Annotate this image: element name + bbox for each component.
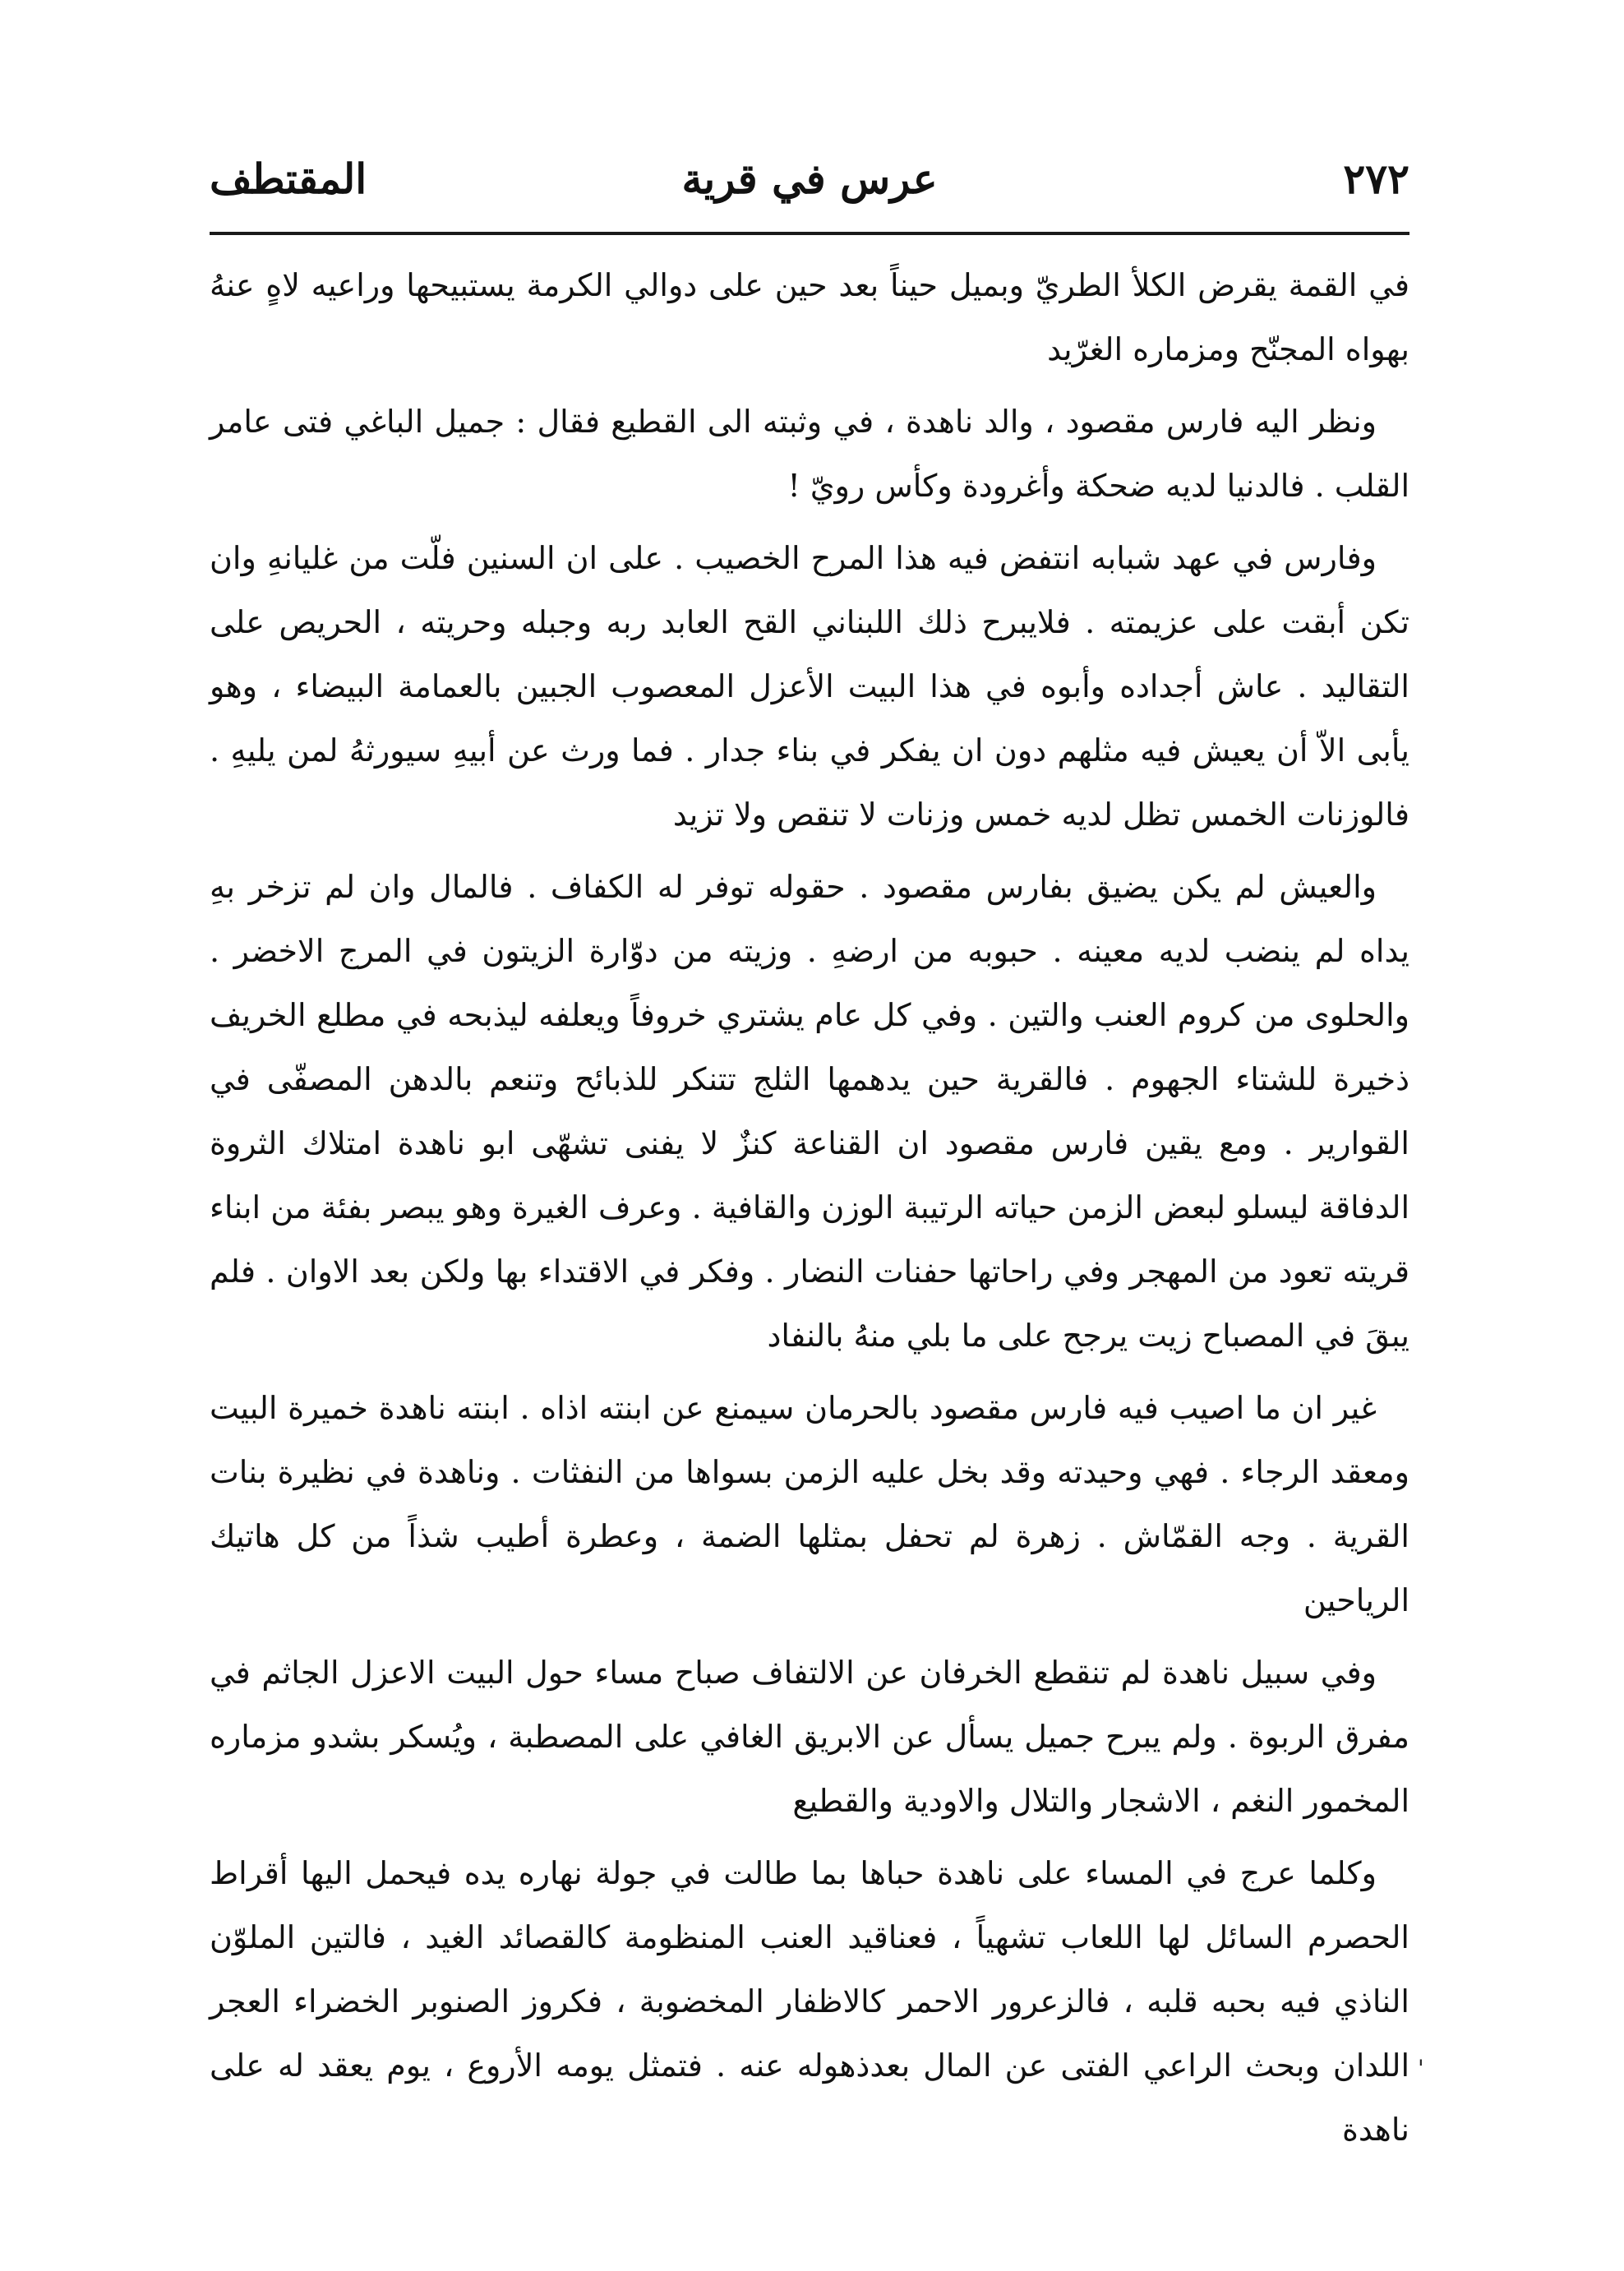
- page-number: ٢٧٢: [1343, 155, 1409, 203]
- header-rule: [210, 232, 1409, 235]
- running-title: عرس في قرية: [681, 155, 938, 203]
- paragraph: والعيش لم يكن يضيق بفارس مقصود . حقوله توفر له الكفاف . فالمال وان لم تزخر بهِ يداه لم ينضب لديه معينه . حبوبه من ارضهِ . وزيته من دوّارة الزيتون في المرج الاخضر . والحلوى من كروم العنب والتين . وفي كل عام يشتري خروفاً ويعلفه ليذبحه في مطلع الخريف ذخيرة للشتاء الجهوم . فالقرية حين يدهمها الثلج تتنكر للذبائح وتنعم بالدهن المصفّى في القوارير . ومع يقين فارس مقصود ان القناعة كنزٌ لا يفنى تشهّى ابو ناهدة امتلاك الثروة الدفاقة ليسلو لبعض الزمن حياته الرتيبة الوزن والقافية . وعرف الغيرة وهو يبصر بفئة من ابناء قريته تعود من المهجر وفي راحاتها حفنات النضار . وفكر في الاقتداء بها ولكن بعد الاوان . فلم يبقَ في المصباح زيت يرجح على ما بلي منهُ بالنفاد: [210, 869, 1409, 1354]
- paragraph: وكلما عرج في المساء على ناهدة حباها بما طالت في جولة نهاره يده فيحمل اليها أقراط الحصرم السائل لها اللعاب تشهياً ، فعناقيد العنب المنظومة كالقصائد الغيد ، فالتين الملوّن الناذي فيه بحبه قلبه ، فالزعرور الاحمر كالاظفار المخضوبة ، فكروز الصنوبر الخضراء العجر اللدان وبحث الراعي الفتى عن المال بعدذهوله عنه . فتمثل يومه الأروع ، يوم يعقد له على ناهدة: [210, 1855, 1409, 2148]
- article-body: [210, 253, 1409, 2162]
- paragraph: وفي سبيل ناهدة لم تنقطع الخرفان عن الالتفاف صباح مساء حول البيت الاعزل الجاثم في مفرق الربوة . ولم يبرح جميل يسأل عن الابريق الغافي على المصطبة ، ويُسكر بشدو مزماره المخمور النغم ، الاشجار والتلال والاودية والقطيع: [210, 1655, 1409, 1819]
- paragraph: ونظر اليه فارس مقصود ، والد ناهدة ، في وثبته الى القطيع فقال : جميل الباغي فتى عامر القلب . فالدنيا لديه ضحكة وأغرودة وكأس رويّ !: [210, 404, 1409, 504]
- page-header: [210, 146, 1409, 220]
- scan-speck: ': [1418, 2055, 1424, 2082]
- paragraph: في القمة يقرض الكلأ الطريّ وبميل حيناً بعد حين على دوالي الكرمة يستبيحها وراعيه لاهٍ عنهُ بهواه المجنّح ومزماره الغرّيد: [210, 267, 1409, 367]
- paragraph: غير ان ما اصيب فيه فارس مقصود بالحرمان سيمنع عن ابنته اذاه . ابنته ناهدة خميرة البيت ومعقد الرجاء . فهي وحيدته وقد بخل عليه الزمن بسواها من النفثات . وناهدة في نظيرة بنات القرية . وجه القمّاش . زهرة لم تحفل بمثلها الضمة ، وعطرة أطيب شذاً من كل هاتيك الرياحين: [210, 1390, 1409, 1618]
- paragraph: وفارس في عهد شبابه انتفض فيه هذا المرح الخصيب . على ان السنين فلّت من غليانهِ وان تكن أبقت على عزيمته . فلايبرح ذلك اللبناني القح العابد ربه وجبله وحريته ، الحريص على التقاليد . عاش أجداده وأبوه في هذا البيت الأعزل المعصوب الجبين بالعمامة البيضاء ، وهو يأبى الاّ أن يعيش فيه مثلهم دون ان يفكر في بناء جدار . فما ورث عن أبيهِ سيورثهُ لمن يليهِ . فالوزنات الخمس تظل لديه خمس وزنات لا تنقص ولا تزيد: [210, 540, 1409, 833]
- journal-name: المقتطف: [210, 155, 367, 203]
